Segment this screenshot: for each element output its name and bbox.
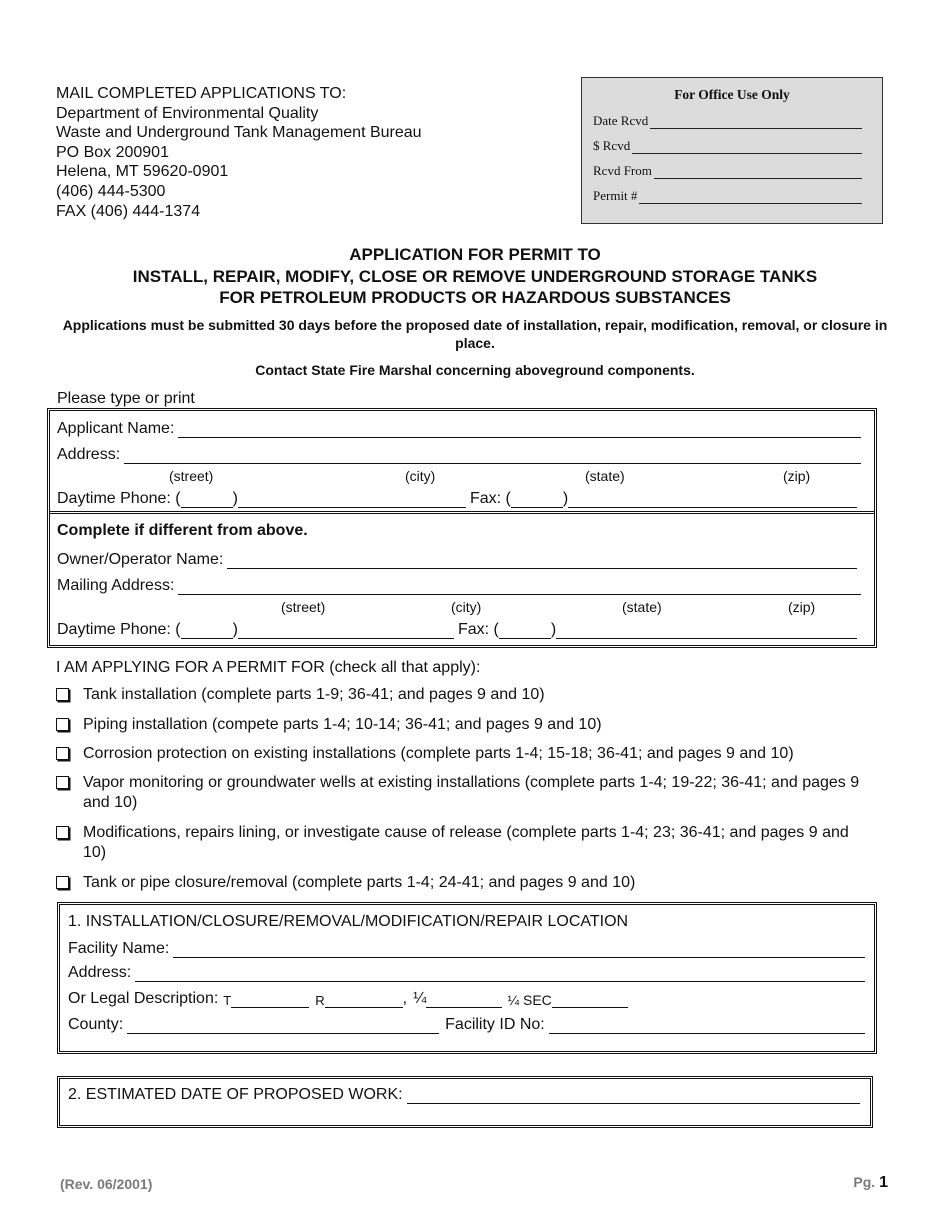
- office-rcvd-from-row: [593, 163, 862, 179]
- submission-notice: Applications must be submitted 30 days before the proposed date of installation, repair, modification, removal, or closure in place.: [62, 317, 888, 351]
- applicant-phone-paren: ): [232, 490, 238, 507]
- contact-notice: Contact State Fire Marshal concerning aboveground components.: [255, 362, 695, 378]
- checkbox-corrosion-protection[interactable]: [56, 747, 69, 760]
- owner-heading: [57, 520, 308, 540]
- title-line-2: INSTALL, REPAIR, MODIFY, CLOSE OR REMOVE UNDERGROUND STORAGE TANKS: [132, 266, 818, 286]
- legal-comma: ,: [402, 990, 408, 1007]
- title-line-1: APPLICATION FOR PERMIT TO: [349, 245, 601, 264]
- option-corrosion-protection: [56, 744, 876, 764]
- option-corrosion-protection-label: Corrosion protection on existing installations (complete parts 1-4; 15-18; 36-41; and pages 9 and 10): [83, 745, 794, 762]
- applicant-street-caption: (street): [169, 468, 214, 484]
- owner-phone-area-field[interactable]: [181, 624, 233, 639]
- office-amount-row: [593, 138, 862, 154]
- office-permit-label: Permit #: [593, 188, 638, 203]
- office-rcvd-from-label: Rcvd From: [593, 163, 652, 178]
- county-label: County:: [68, 1016, 124, 1033]
- applicant-address-field[interactable]: [124, 449, 861, 464]
- applicant-fax-paren: ): [562, 490, 569, 507]
- applicant-state-caption: (state): [585, 468, 625, 484]
- mail-dept: Department of Environmental Quality: [56, 104, 319, 122]
- applicant-phone-label: Daytime Phone: (: [57, 490, 181, 507]
- owner-fax-paren: ): [550, 621, 557, 638]
- owner-phone-row: [57, 619, 857, 639]
- legal-sec-field[interactable]: [552, 993, 628, 1008]
- checkbox-closure-removal[interactable]: [56, 876, 69, 889]
- applicant-fax-area-field[interactable]: [511, 493, 563, 508]
- owner-phone-label: Daytime Phone: (: [57, 621, 181, 638]
- option-closure-removal-label: Tank or pipe closure/removal (complete parts 1-4; 24-41; and pages 9 and 10): [83, 874, 636, 891]
- legal-r-field[interactable]: [325, 993, 403, 1008]
- page-number: [853, 1174, 888, 1192]
- office-amount-field[interactable]: [632, 141, 862, 154]
- office-use-title: For Office Use Only: [674, 87, 790, 102]
- legal-description-row: [68, 988, 628, 1008]
- facility-name-label: Facility Name:: [68, 940, 170, 957]
- owner-name-label: Owner/Operator Name:: [57, 551, 224, 568]
- please-type-note: Please type or print: [57, 390, 195, 407]
- facility-name-row: [68, 938, 865, 958]
- legal-description-label: Or Legal Description:: [68, 990, 219, 1007]
- owner-zip-caption: (zip): [788, 599, 816, 615]
- page-label: Pg.: [853, 1174, 876, 1190]
- applicant-address-label: Address:: [57, 446, 121, 463]
- office-rcvd-from-field[interactable]: [654, 166, 862, 179]
- owner-address-label: Mailing Address:: [57, 577, 175, 594]
- applicant-owner-divider: [50, 511, 874, 514]
- page-number-value: 1: [879, 1174, 888, 1191]
- office-date-rcvd-row: [593, 113, 862, 129]
- owner-fax-field[interactable]: [556, 624, 857, 639]
- owner-address-row: [57, 575, 861, 595]
- mail-fax: FAX (406) 444-1374: [56, 202, 201, 220]
- office-permit-row: [593, 188, 862, 204]
- option-vapor-monitoring: [56, 773, 876, 813]
- facility-id-field[interactable]: [549, 1019, 865, 1034]
- title-line-3: FOR PETROLEUM PRODUCTS OR HAZARDOUS SUBSTANCES: [219, 288, 731, 307]
- owner-fax-label: Fax: (: [457, 621, 499, 638]
- owner-street-caption: (street): [281, 599, 326, 615]
- mail-city: Helena, MT 59620-0901: [56, 163, 229, 181]
- owner-city-caption: (city): [451, 599, 482, 615]
- option-piping-installation-label: Piping installation (compete parts 1-4; 10-14; 36-41; and pages 9 and 10): [83, 716, 602, 733]
- applicant-phone-field[interactable]: [238, 493, 466, 508]
- legal-quarter-label: ¼: [413, 990, 427, 1007]
- mail-bureau: Waste and Underground Tank Management Bureau: [56, 124, 422, 142]
- applicant-fax-field[interactable]: [568, 493, 857, 508]
- mail-heading: MAIL COMPLETED APPLICATIONS TO:: [56, 85, 347, 102]
- legal-t-field[interactable]: [231, 993, 309, 1008]
- facility-id-label: Facility ID No:: [445, 1016, 545, 1033]
- owner-name-row: [57, 549, 857, 569]
- applicant-name-label: Applicant Name:: [57, 420, 175, 437]
- facility-address-field[interactable]: [135, 967, 865, 982]
- office-permit-field[interactable]: [639, 191, 862, 204]
- option-vapor-monitoring-label: Vapor monitoring or groundwater wells at existing installations (complete parts 1-4; 19-22; 36-41; and pages 9 and 10): [83, 774, 860, 811]
- option-modifications: [56, 823, 876, 863]
- option-modifications-label: Modifications, repairs lining, or investigate cause of release (complete parts 1-4; 23; 36-41; and pages 9 and 10): [83, 824, 849, 861]
- checkbox-modifications[interactable]: [56, 826, 69, 839]
- section-1-heading: [68, 911, 628, 931]
- section-2-label: 2. ESTIMATED DATE OF PROPOSED WORK:: [68, 1086, 403, 1103]
- owner-heading-text: Complete if different from above.: [57, 522, 308, 539]
- legal-quarter-sec-label: ¼ SEC: [507, 992, 552, 1008]
- county-row: [68, 1014, 865, 1034]
- section-2-row: [68, 1084, 860, 1104]
- owner-phone-field[interactable]: [238, 624, 454, 639]
- mail-phone: (406) 444-5300: [56, 182, 166, 200]
- office-date-rcvd-field[interactable]: [650, 116, 862, 129]
- applying-heading: I AM APPLYING FOR A PERMIT FOR (check all that apply):: [56, 659, 481, 676]
- applicant-city-caption: (city): [405, 468, 436, 484]
- owner-fax-area-field[interactable]: [499, 624, 551, 639]
- facility-address-label: Address:: [68, 964, 132, 981]
- owner-phone-paren: ): [232, 621, 238, 638]
- legal-t-label: T: [223, 993, 232, 1008]
- applicant-phone-area-field[interactable]: [181, 493, 233, 508]
- applicant-fax-label: Fax: (: [469, 490, 511, 507]
- legal-r-label: R: [315, 993, 325, 1008]
- option-piping-installation: [56, 715, 876, 735]
- checkbox-piping-installation[interactable]: [56, 718, 69, 731]
- office-date-rcvd-label: Date Rcvd: [593, 113, 649, 128]
- office-use-box: [581, 77, 883, 224]
- page-title: [40, 244, 910, 309]
- owner-address-field[interactable]: [178, 580, 861, 595]
- facility-address-row: [68, 962, 865, 982]
- option-closure-removal: [56, 873, 876, 893]
- mail-po-box: PO Box 200901: [56, 143, 169, 161]
- section-1-heading-text: 1. INSTALLATION/CLOSURE/REMOVAL/MODIFICATION/REPAIR LOCATION: [68, 913, 629, 930]
- applicant-address-row: [57, 444, 861, 464]
- option-tank-installation-label: Tank installation (complete parts 1-9; 36-41; and pages 9 and 10): [83, 686, 545, 703]
- proposed-work-date-field[interactable]: [407, 1089, 860, 1104]
- option-tank-installation: [56, 685, 876, 705]
- legal-quarter-field[interactable]: [426, 993, 502, 1008]
- revision-note: (Rev. 06/2001): [60, 1176, 153, 1192]
- applicant-phone-row: [57, 488, 857, 508]
- owner-state-caption: (state): [622, 599, 662, 615]
- office-amount-label: $ Rcvd: [593, 138, 631, 153]
- facility-name-field[interactable]: [173, 943, 865, 958]
- mailing-address: [56, 84, 422, 221]
- applicant-zip-caption: (zip): [783, 468, 811, 484]
- applicant-name-row: [57, 418, 861, 438]
- owner-name-field[interactable]: [227, 554, 857, 569]
- checkbox-tank-installation[interactable]: [56, 688, 69, 701]
- applicant-name-field[interactable]: [178, 423, 861, 438]
- county-field[interactable]: [127, 1019, 439, 1034]
- checkbox-vapor-monitoring[interactable]: [56, 776, 69, 789]
